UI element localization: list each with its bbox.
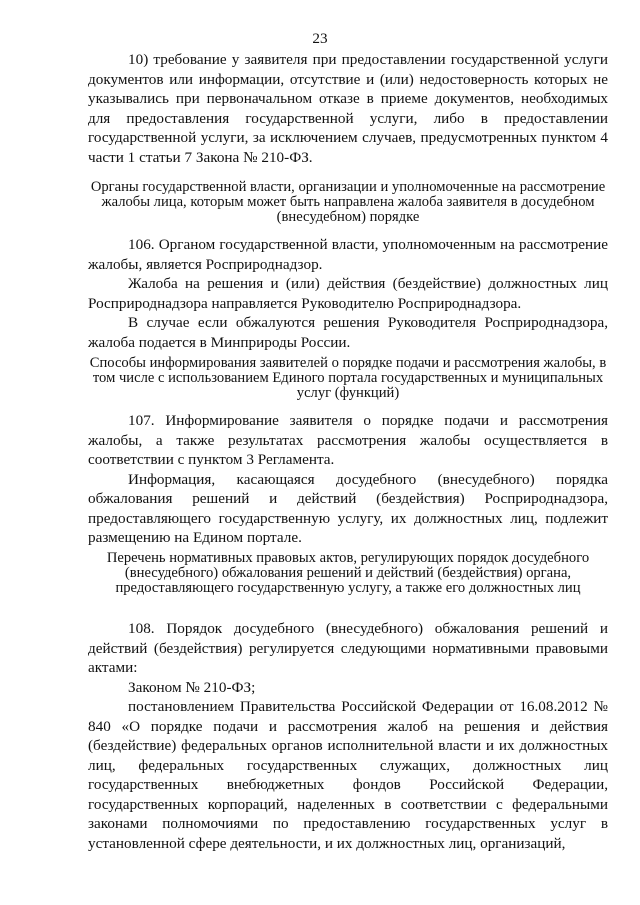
paragraph-block-106 xyxy=(88,235,608,352)
paragraph: 107. Информирование заявителя о порядке подачи и рассмотрения жалобы, а также результатах рассмотрения жалобы осуществляется в соответствии с пунктом 3 Регламента. xyxy=(88,412,608,468)
paragraph: 108. Порядок досудебного (внесудебного) обжалования решений и действий (бездействия) регулируется следующими нормативными правовыми актами: xyxy=(88,620,608,676)
paragraph: 106. Органом государственной власти, уполномоченным на рассмотрение жалобы, является Росприроднадзор. xyxy=(88,236,608,273)
section-heading-regulatory-acts xyxy=(88,551,608,595)
paragraph-block-108 xyxy=(88,619,608,853)
paragraph: В случае если обжалуются решения Руководителя Росприроднадзора, жалоба подается в Минприроды России. xyxy=(88,314,608,351)
section-heading: Органы государственной власти, организации и уполномоченные на рассмотрение жалобы лица, которым может быть направлена жалоба заявителя в досудебном (внесудебном) порядке xyxy=(90,179,606,225)
section-heading-informing-methods xyxy=(88,356,608,400)
paragraph-block-107 xyxy=(88,411,608,548)
page-number: 23 xyxy=(312,30,328,47)
paragraph: Информация, касающаяся досудебного (внесудебного) порядка обжалования решений и действий (бездействия) Росприроднадзора, предоставляющего государственную услугу, их должностных лиц, подлежит размещению на Едином портале. xyxy=(88,470,608,546)
paragraph: Жалоба на решения и (или) действия (бездействие) должностных лиц Росприроднадзора направляется Руководителю Росприроднадзора. xyxy=(88,275,608,312)
paragraph: постановлением Правительства Российской Федерации от 16.08.2012 № 840 «О порядке подачи и рассмотрения жалоб на решения и действия (бездействие) федеральных органов исполнительной власти и их должностных лиц, федеральных государственных служащих, должностных лиц государственных внебюджетных фондов Российской Федерации, государственных корпораций, наделенных в соответствии с федеральными законами полномочиями по предоставлению государственных услуг в установленной сфере деятельности, и их должностных лиц, организаций, xyxy=(88,698,608,852)
section-heading: Перечень нормативных правовых актов, регулирующих порядок досудебного (внесудебного) обжалования решений и действий (бездействия) органа, предоставляющего государственную услугу, а также его должностных лиц xyxy=(106,550,590,596)
section-heading: Способы информирования заявителей о порядке подачи и рассмотрения жалобы, в том числе с использованием Единого портала государственных и муниципальных услуг (функций) xyxy=(89,355,607,401)
section-heading-complaint-bodies xyxy=(88,180,608,224)
paragraph: 10) требование у заявителя при предоставлении государственной услуги документов или информации, отсутствие и (или) недостоверность которых не указывались при первоначальном отказе в приеме документов, необходимых для предоставления государственной услуги, либо в предоставлении государственной услуги, за исключением случаев, предусмотренных пунктом 4 части 1 статьи 7 Закона № 210-ФЗ. xyxy=(88,51,608,166)
paragraph-block-item-10 xyxy=(88,50,608,167)
paragraph: Законом № 210-ФЗ; xyxy=(128,678,256,696)
